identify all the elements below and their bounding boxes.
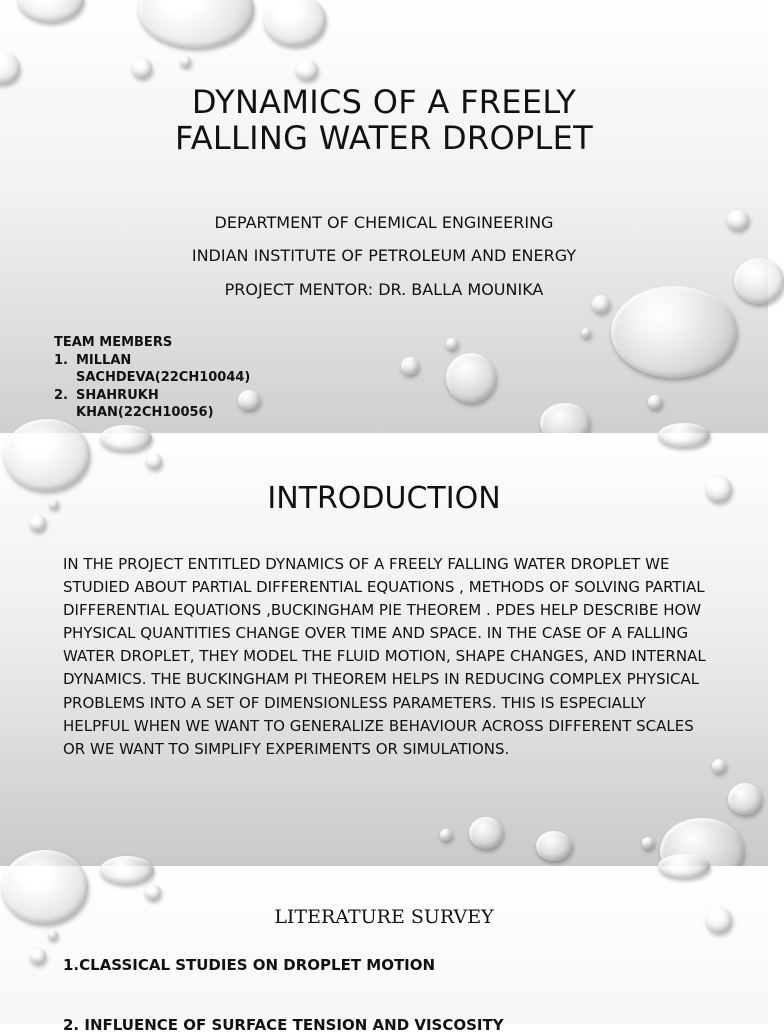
water-drop <box>100 425 152 451</box>
water-drop <box>658 854 710 878</box>
literature-item: 1.CLASSICAL STUDIES ON DROPLET MOTION <box>63 956 436 974</box>
institute-line: INDIAN INSTITUTE OF PETROLEUM AND ENERGY <box>191 246 577 265</box>
team-member <box>54 387 250 422</box>
mentor-line: PROJECT MENTOR: DR. BALLA MOUNIKA <box>224 280 544 299</box>
slide-title: INTRODUCTION <box>267 481 501 516</box>
member-number: 2. <box>54 387 68 403</box>
title-line: DYNAMICS OF A FREELY <box>191 83 577 121</box>
member-name: SHAHRUKH <box>76 387 159 403</box>
water-drop <box>728 783 762 815</box>
water-drop <box>734 258 784 304</box>
water-drop <box>706 476 732 502</box>
water-drop <box>0 52 20 84</box>
water-drop <box>30 515 46 531</box>
water-drop <box>264 0 326 46</box>
water-drop <box>712 759 726 773</box>
water-drop <box>18 0 84 22</box>
literature-item: 2. INFLUENCE OF SURFACE TENSION AND VISCOSITY <box>63 1016 504 1034</box>
title-slide <box>0 0 768 433</box>
team-heading: TEAM MEMBERS <box>54 335 173 350</box>
title-line: FALLING WATER DROPLET <box>174 119 594 157</box>
member-name-continued: KHAN(22CH10056) <box>76 405 214 420</box>
department-line: DEPARTMENT OF CHEMICAL ENGINEERING <box>214 213 554 232</box>
introduction-paragraph: IN THE PROJECT ENTITLED DYNAMICS OF A FREELY FALLING WATER DROPLET WE STUDIED ABOUT PARTIAL DIFFERENTIAL EQUATIONS , METHODS OF SOLVING PARTIAL DIFFERENTIAL EQUATIONS ,BUCKINGHAM PIE THEOREM . PDES HELP DESCRIBE HOW PHYSICAL QUANTITIES CHANGE OVER TIME AND SPACE. IN THE CASE OF A FALLING WATER DROPLET, THEY MODEL THE FLUID MOTION, SHAPE CHANGES, AND INTERNAL DYNAMICS. THE BUCKINGHAM PI THEOREM HELPS IN REDUCING COMPLEX PHYSICAL PROBLEMS INTO A SET OF DIMENSIONLESS PARAMETERS. THIS IS ESPECIALLY HELPFUL WHEN WE WANT TO GENERALIZE BEHAVIOUR ACROSS DIFFERENT SCALES OR WE WANT TO SIMPLIFY EXPERIMENTS OR SIMULATIONS. <box>63 555 706 758</box>
water-drop <box>100 856 154 884</box>
water-drop <box>48 930 58 940</box>
water-drop <box>611 286 737 378</box>
water-drop <box>642 837 654 849</box>
water-drop <box>581 328 591 338</box>
water-drop <box>469 817 503 849</box>
water-drop <box>401 357 419 375</box>
water-drop <box>727 210 749 230</box>
water-drop <box>180 56 191 67</box>
water-drop <box>145 884 161 900</box>
water-drop <box>440 829 452 841</box>
water-drop <box>446 353 496 403</box>
member-name-continued: SACHDEVA(22CH10044) <box>76 370 251 385</box>
slide-title <box>84 84 684 156</box>
water-drop <box>296 60 318 80</box>
slide-title: LITERATURE SURVEY <box>274 906 494 928</box>
water-drop <box>658 423 710 447</box>
introduction-slide <box>0 433 768 866</box>
water-drop <box>648 395 662 409</box>
water-drop <box>446 338 458 350</box>
water-drop <box>2 850 88 924</box>
member-name: MILLAN <box>76 352 132 368</box>
water-drop <box>30 948 46 964</box>
water-drop <box>146 453 162 469</box>
water-drop <box>138 0 254 48</box>
literature-survey-slide <box>0 866 768 1034</box>
member-number: 1. <box>54 352 68 368</box>
water-drop <box>132 58 152 78</box>
water-drop <box>4 419 90 491</box>
water-drop <box>536 831 572 861</box>
team-members-list <box>54 334 250 422</box>
team-member <box>54 352 250 387</box>
water-drop <box>706 907 732 933</box>
water-drop <box>49 499 59 509</box>
